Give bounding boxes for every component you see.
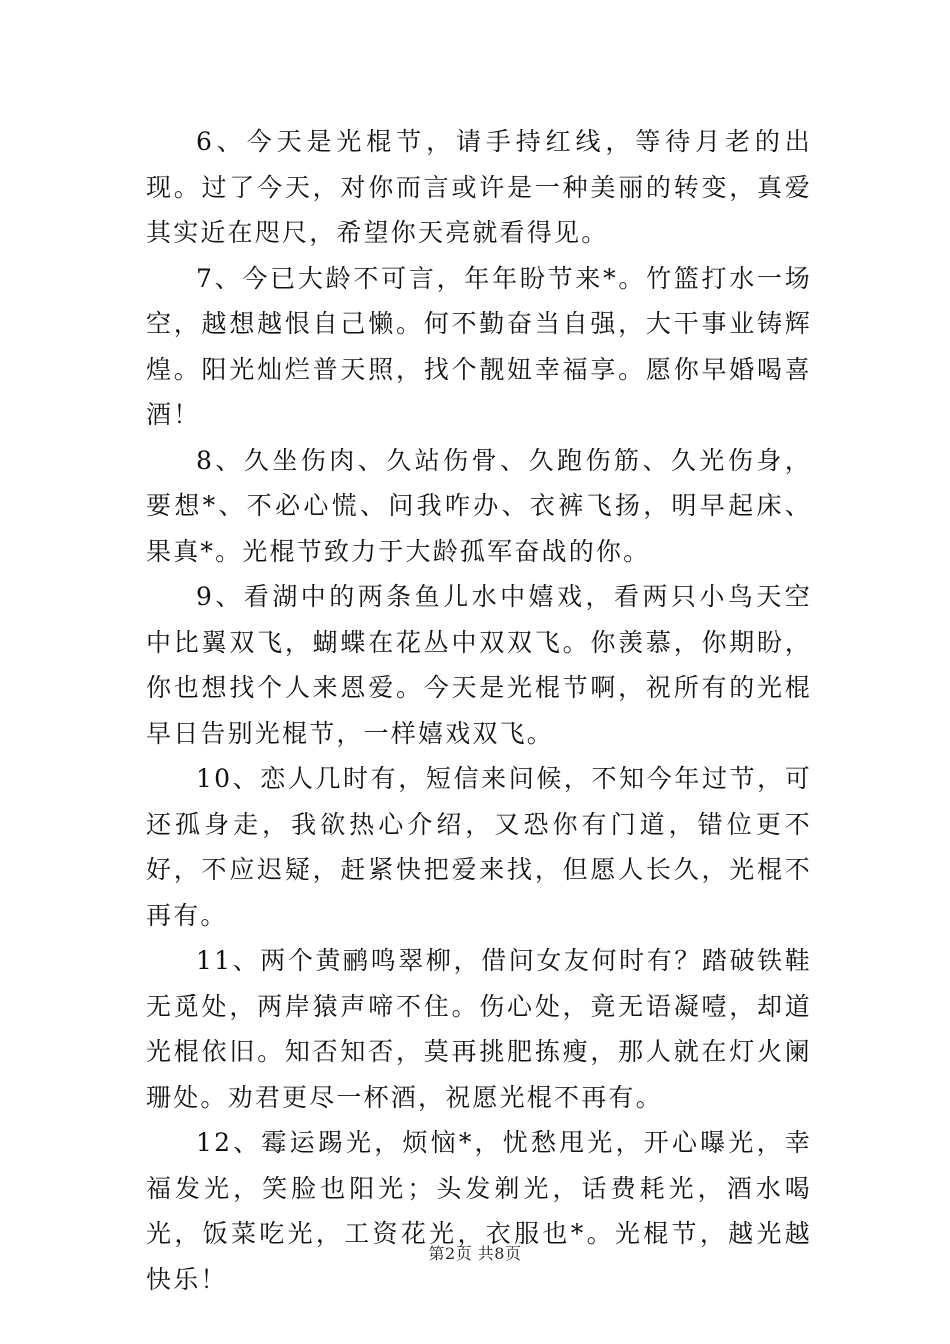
paragraph-8: 8、久坐伤肉、久站伤骨、久跑伤筋、久光伤身，要想*、不必心慌、问我咋办、衣裤飞扬，明早起床、果真*。光棍节致力于大龄孤军奋战的你。: [146, 445, 812, 566]
paragraph-7: 7、今已大龄不可言，年年盼节来*。竹篮打水一场空，越想越恨自己懒。何不勤奋当自强，大干事业铸辉煌。阳光灿烂普天照，找个靓妞幸福享。愿你早婚喝喜酒！: [146, 263, 812, 429]
page-footer: [0, 1241, 950, 1264]
document-body: [146, 119, 812, 1302]
paragraph-10: 10、恋人几时有，短信来问候，不知今年过节，可还孤身走，我欲热心介绍，又恐你有门道，错位更不好，不应迟疑，赶紧快把爱来找，但愿人长久，光棍不再有。: [146, 764, 812, 930]
page-number: 第2页 共8页: [428, 1244, 522, 1263]
paragraph-12: 12、霉运踢光，烦恼*，忧愁甩光，开心曝光，幸福发光，笑脸也阳光；头发剃光，话费耗光，酒水喝光，饭菜吃光，工资花光，衣服也*。光棍节，越光越快乐！: [146, 1128, 812, 1294]
paragraph-11: 11、两个黄鹂鸣翠柳，借问女友何时有？踏破铁鞋无觅处，两岸猿声啼不住。伤心处，竟无语凝噎，却道光棍依旧。知否知否，莫再挑肥拣瘦，那人就在灯火阑珊处。劝君更尽一杯酒，祝愿光棍不再有。: [146, 946, 812, 1112]
paragraph-9: 9、看湖中的两条鱼儿水中嬉戏，看两只小鸟天空中比翼双飞，蝴蝶在花丛中双双飞。你羡慕，你期盼，你也想找个人来恩爱。今天是光棍节啊，祝所有的光棍早日告别光棍节，一样嬉戏双飞。: [146, 582, 812, 748]
paragraph-6: 6、今天是光棍节，请手持红线，等待月老的出现。过了今天，对你而言或许是一种美丽的转变，真爱其实近在咫尺，希望你天亮就看得见。: [146, 127, 812, 247]
